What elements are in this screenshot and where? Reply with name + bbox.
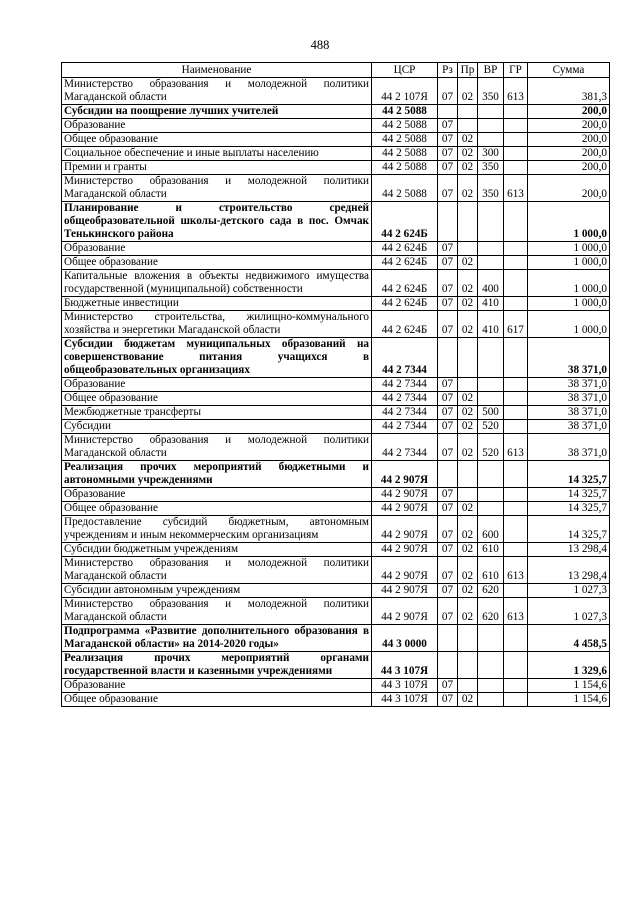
table-row <box>62 378 610 392</box>
cell-pr <box>458 105 478 119</box>
cell-pr: 02 <box>458 133 478 147</box>
column-header-gr: ГР <box>504 63 528 78</box>
cell-pr: 02 <box>458 270 478 297</box>
cell-rz: 07 <box>438 242 458 256</box>
cell-vr: 500 <box>478 406 504 420</box>
cell-vr <box>478 679 504 693</box>
cell-vr: 410 <box>478 297 504 311</box>
cell-csr: 44 3 107Я <box>372 693 438 707</box>
cell-gr <box>504 406 528 420</box>
cell-name: Подпрограмма «Развитие дополнительного образования в Магаданской области» на 2014-2020 годы» <box>62 625 372 652</box>
cell-vr: 600 <box>478 516 504 543</box>
cell-name: Образование <box>62 242 372 256</box>
cell-sum: 1 000,0 <box>528 256 610 270</box>
cell-pr <box>458 119 478 133</box>
cell-vr <box>478 133 504 147</box>
cell-gr <box>504 584 528 598</box>
cell-gr <box>504 270 528 297</box>
cell-rz: 07 <box>438 434 458 461</box>
cell-sum: 38 371,0 <box>528 338 610 378</box>
cell-name: Министерство образования и молодежной политики Магаданской области <box>62 175 372 202</box>
cell-csr: 44 2 5088 <box>372 147 438 161</box>
cell-rz: 07 <box>438 256 458 270</box>
table-row <box>62 652 610 679</box>
cell-pr: 02 <box>458 420 478 434</box>
cell-vr <box>478 625 504 652</box>
cell-gr <box>504 105 528 119</box>
cell-sum: 38 371,0 <box>528 406 610 420</box>
cell-name: Министерство строительства, жилищно-коммунального хозяйства и энергетики Магаданской области <box>62 311 372 338</box>
cell-sum: 200,0 <box>528 161 610 175</box>
cell-csr: 44 2 5088 <box>372 105 438 119</box>
cell-name: Планирование и строительство средней общеобразовательной школы-детского сада в пос. Омчак Тенькинского района <box>62 202 372 242</box>
cell-name: Реализация прочих мероприятий органами государственной власти и казенными учреждениями <box>62 652 372 679</box>
cell-sum: 38 371,0 <box>528 420 610 434</box>
cell-rz: 07 <box>438 378 458 392</box>
cell-gr <box>504 161 528 175</box>
cell-gr <box>504 338 528 378</box>
cell-name: Общее образование <box>62 502 372 516</box>
cell-csr: 44 2 624Б <box>372 256 438 270</box>
cell-vr <box>478 461 504 488</box>
cell-csr: 44 2 907Я <box>372 543 438 557</box>
cell-sum: 1 154,6 <box>528 679 610 693</box>
cell-gr: 613 <box>504 434 528 461</box>
cell-vr <box>478 105 504 119</box>
table-row <box>62 78 610 105</box>
cell-sum: 1 000,0 <box>528 311 610 338</box>
cell-rz: 07 <box>438 598 458 625</box>
cell-csr: 44 2 7344 <box>372 406 438 420</box>
cell-name: Капитальные вложения в объекты недвижимого имущества государственной (муниципальной) собственности <box>62 270 372 297</box>
cell-name: Субсидии на поощрение лучших учителей <box>62 105 372 119</box>
cell-name: Социальное обеспечение и иные выплаты населению <box>62 147 372 161</box>
cell-pr: 02 <box>458 434 478 461</box>
cell-name: Субсидии автономным учреждениям <box>62 584 372 598</box>
cell-gr <box>504 147 528 161</box>
cell-pr: 02 <box>458 161 478 175</box>
cell-vr <box>478 202 504 242</box>
cell-csr: 44 2 907Я <box>372 502 438 516</box>
cell-rz: 07 <box>438 502 458 516</box>
cell-sum: 14 325,7 <box>528 461 610 488</box>
cell-sum: 13 298,4 <box>528 557 610 584</box>
cell-pr: 02 <box>458 175 478 202</box>
table-row <box>62 693 610 707</box>
table-row <box>62 461 610 488</box>
cell-csr: 44 2 5088 <box>372 161 438 175</box>
table-row <box>62 202 610 242</box>
cell-sum: 14 325,7 <box>528 488 610 502</box>
cell-sum: 1 329,6 <box>528 652 610 679</box>
cell-sum: 200,0 <box>528 133 610 147</box>
table-row <box>62 420 610 434</box>
cell-rz: 07 <box>438 392 458 406</box>
cell-pr: 02 <box>458 502 478 516</box>
cell-name: Образование <box>62 679 372 693</box>
table-row <box>62 338 610 378</box>
cell-csr: 44 3 107Я <box>372 679 438 693</box>
cell-sum: 200,0 <box>528 119 610 133</box>
table-row <box>62 543 610 557</box>
cell-vr <box>478 502 504 516</box>
page-number: 488 <box>310 38 330 52</box>
cell-sum: 200,0 <box>528 105 610 119</box>
cell-rz: 07 <box>438 175 458 202</box>
cell-sum: 200,0 <box>528 147 610 161</box>
table-row <box>62 119 610 133</box>
cell-csr: 44 2 624Б <box>372 202 438 242</box>
cell-name: Общее образование <box>62 256 372 270</box>
cell-gr <box>504 516 528 543</box>
cell-vr <box>478 652 504 679</box>
cell-name: Межбюджетные трансферты <box>62 406 372 420</box>
cell-vr <box>478 378 504 392</box>
cell-sum: 381,3 <box>528 78 610 105</box>
table-row <box>62 161 610 175</box>
table-body <box>62 78 610 707</box>
table-row <box>62 434 610 461</box>
cell-gr: 613 <box>504 78 528 105</box>
cell-pr: 02 <box>458 557 478 584</box>
cell-rz <box>438 461 458 488</box>
cell-csr: 44 2 907Я <box>372 598 438 625</box>
cell-gr <box>504 652 528 679</box>
cell-csr: 44 3 0000 <box>372 625 438 652</box>
cell-pr <box>458 488 478 502</box>
table-row <box>62 297 610 311</box>
cell-rz <box>438 625 458 652</box>
table-row <box>62 625 610 652</box>
table-row <box>62 598 610 625</box>
cell-csr: 44 2 907Я <box>372 584 438 598</box>
cell-rz: 07 <box>438 311 458 338</box>
cell-vr <box>478 488 504 502</box>
cell-pr: 02 <box>458 147 478 161</box>
cell-rz: 07 <box>438 270 458 297</box>
cell-pr: 02 <box>458 78 478 105</box>
cell-vr: 300 <box>478 147 504 161</box>
cell-gr <box>504 420 528 434</box>
cell-name: Министерство образования и молодежной политики Магаданской области <box>62 78 372 105</box>
table-row <box>62 133 610 147</box>
cell-name: Министерство образования и молодежной политики Магаданской области <box>62 434 372 461</box>
cell-csr: 44 3 107Я <box>372 652 438 679</box>
table-header <box>62 63 610 78</box>
cell-rz: 07 <box>438 557 458 584</box>
cell-pr <box>458 242 478 256</box>
table-row <box>62 584 610 598</box>
cell-vr <box>478 338 504 378</box>
cell-pr: 02 <box>458 584 478 598</box>
cell-csr: 44 2 7344 <box>372 420 438 434</box>
column-header-sum: Сумма <box>528 63 610 78</box>
cell-gr <box>504 256 528 270</box>
cell-rz <box>438 202 458 242</box>
cell-rz: 07 <box>438 584 458 598</box>
cell-name: Реализация прочих мероприятий бюджетными и автономными учреждениями <box>62 461 372 488</box>
cell-rz <box>438 652 458 679</box>
cell-csr: 44 2 7344 <box>372 378 438 392</box>
cell-name: Общее образование <box>62 693 372 707</box>
cell-gr: 613 <box>504 598 528 625</box>
cell-csr: 44 2 624Б <box>372 270 438 297</box>
cell-pr <box>458 652 478 679</box>
cell-sum: 1 027,3 <box>528 598 610 625</box>
table-row <box>62 105 610 119</box>
cell-gr: 613 <box>504 175 528 202</box>
cell-pr: 02 <box>458 297 478 311</box>
cell-rz: 07 <box>438 693 458 707</box>
column-header-csr: ЦСР <box>372 63 438 78</box>
table-row <box>62 147 610 161</box>
budget-table <box>61 62 610 707</box>
cell-pr: 02 <box>458 693 478 707</box>
cell-csr: 44 2 907Я <box>372 488 438 502</box>
cell-pr <box>458 202 478 242</box>
cell-csr: 44 2 7344 <box>372 338 438 378</box>
cell-pr <box>458 625 478 652</box>
cell-rz <box>438 105 458 119</box>
table-row <box>62 242 610 256</box>
cell-name: Субсидии бюджетам муниципальных образований на совершенствование питания учащихся в общеобразовательных организациях <box>62 338 372 378</box>
cell-csr: 44 2 907Я <box>372 516 438 543</box>
cell-sum: 1 000,0 <box>528 202 610 242</box>
cell-sum: 1 000,0 <box>528 270 610 297</box>
cell-pr: 02 <box>458 392 478 406</box>
cell-name: Субсидии бюджетным учреждениям <box>62 543 372 557</box>
cell-name: Общее образование <box>62 392 372 406</box>
cell-vr: 350 <box>478 161 504 175</box>
cell-sum: 1 154,6 <box>528 693 610 707</box>
cell-vr: 620 <box>478 584 504 598</box>
cell-rz: 07 <box>438 133 458 147</box>
cell-sum: 1 000,0 <box>528 242 610 256</box>
cell-vr: 350 <box>478 175 504 202</box>
cell-gr <box>504 693 528 707</box>
cell-pr: 02 <box>458 311 478 338</box>
column-header-vr: ВР <box>478 63 504 78</box>
cell-gr <box>504 488 528 502</box>
cell-name: Премии и гранты <box>62 161 372 175</box>
cell-sum: 1 027,3 <box>528 584 610 598</box>
cell-csr: 44 2 5088 <box>372 175 438 202</box>
cell-csr: 44 2 107Я <box>372 78 438 105</box>
cell-sum: 14 325,7 <box>528 502 610 516</box>
cell-vr <box>478 693 504 707</box>
cell-pr: 02 <box>458 516 478 543</box>
cell-sum: 13 298,4 <box>528 543 610 557</box>
cell-vr: 400 <box>478 270 504 297</box>
cell-name: Образование <box>62 378 372 392</box>
header-row <box>62 63 610 78</box>
cell-csr: 44 2 624Б <box>372 297 438 311</box>
cell-pr: 02 <box>458 543 478 557</box>
cell-gr <box>504 392 528 406</box>
cell-csr: 44 2 624Б <box>372 242 438 256</box>
cell-gr <box>504 502 528 516</box>
column-header-name: Наименование <box>62 63 372 78</box>
cell-vr: 610 <box>478 543 504 557</box>
cell-rz: 07 <box>438 406 458 420</box>
cell-sum: 38 371,0 <box>528 434 610 461</box>
cell-sum: 200,0 <box>528 175 610 202</box>
cell-pr <box>458 378 478 392</box>
cell-vr <box>478 242 504 256</box>
cell-rz: 07 <box>438 679 458 693</box>
cell-rz: 07 <box>438 420 458 434</box>
cell-csr: 44 2 907Я <box>372 461 438 488</box>
cell-csr: 44 2 7344 <box>372 392 438 406</box>
cell-vr: 410 <box>478 311 504 338</box>
cell-gr: 613 <box>504 557 528 584</box>
table-row <box>62 311 610 338</box>
cell-rz: 07 <box>438 543 458 557</box>
cell-rz <box>438 338 458 378</box>
cell-rz: 07 <box>438 119 458 133</box>
table-row <box>62 502 610 516</box>
cell-csr: 44 2 5088 <box>372 119 438 133</box>
column-header-pr: Пр <box>458 63 478 78</box>
cell-vr: 610 <box>478 557 504 584</box>
table-row <box>62 392 610 406</box>
cell-gr <box>504 625 528 652</box>
cell-name: Образование <box>62 119 372 133</box>
cell-sum: 4 458,5 <box>528 625 610 652</box>
cell-gr <box>504 297 528 311</box>
table-row <box>62 557 610 584</box>
cell-pr <box>458 461 478 488</box>
cell-gr <box>504 133 528 147</box>
cell-vr: 620 <box>478 598 504 625</box>
cell-vr: 350 <box>478 78 504 105</box>
table-row <box>62 256 610 270</box>
cell-gr <box>504 679 528 693</box>
cell-name: Бюджетные инвестиции <box>62 297 372 311</box>
table-row <box>62 175 610 202</box>
table-row <box>62 679 610 693</box>
cell-rz: 07 <box>438 297 458 311</box>
cell-gr <box>504 202 528 242</box>
cell-gr <box>504 543 528 557</box>
cell-name: Субсидии <box>62 420 372 434</box>
cell-gr <box>504 242 528 256</box>
cell-vr <box>478 119 504 133</box>
cell-vr <box>478 392 504 406</box>
cell-vr: 520 <box>478 420 504 434</box>
cell-pr <box>458 679 478 693</box>
cell-csr: 44 2 624Б <box>372 311 438 338</box>
cell-vr <box>478 256 504 270</box>
cell-gr <box>504 119 528 133</box>
table-row <box>62 516 610 543</box>
table-row <box>62 406 610 420</box>
cell-gr <box>504 378 528 392</box>
cell-csr: 44 2 5088 <box>372 133 438 147</box>
cell-rz: 07 <box>438 147 458 161</box>
cell-name: Министерство образования и молодежной политики Магаданской области <box>62 598 372 625</box>
cell-sum: 14 325,7 <box>528 516 610 543</box>
cell-pr: 02 <box>458 598 478 625</box>
cell-rz: 07 <box>438 488 458 502</box>
cell-rz: 07 <box>438 516 458 543</box>
cell-sum: 1 000,0 <box>528 297 610 311</box>
column-header-rz: Рз <box>438 63 458 78</box>
cell-name: Министерство образования и молодежной политики Магаданской области <box>62 557 372 584</box>
cell-csr: 44 2 907Я <box>372 557 438 584</box>
cell-name: Образование <box>62 488 372 502</box>
cell-rz: 07 <box>438 161 458 175</box>
cell-name: Предоставление субсидий бюджетным, автономным учреждениям и иным некоммерческим организациям <box>62 516 372 543</box>
cell-csr: 44 2 7344 <box>372 434 438 461</box>
cell-rz: 07 <box>438 78 458 105</box>
cell-pr: 02 <box>458 406 478 420</box>
cell-pr <box>458 338 478 378</box>
cell-gr: 617 <box>504 311 528 338</box>
table-row <box>62 270 610 297</box>
cell-pr: 02 <box>458 256 478 270</box>
cell-gr <box>504 461 528 488</box>
table-row <box>62 488 610 502</box>
cell-sum: 38 371,0 <box>528 392 610 406</box>
cell-sum: 38 371,0 <box>528 378 610 392</box>
cell-name: Общее образование <box>62 133 372 147</box>
cell-vr: 520 <box>478 434 504 461</box>
